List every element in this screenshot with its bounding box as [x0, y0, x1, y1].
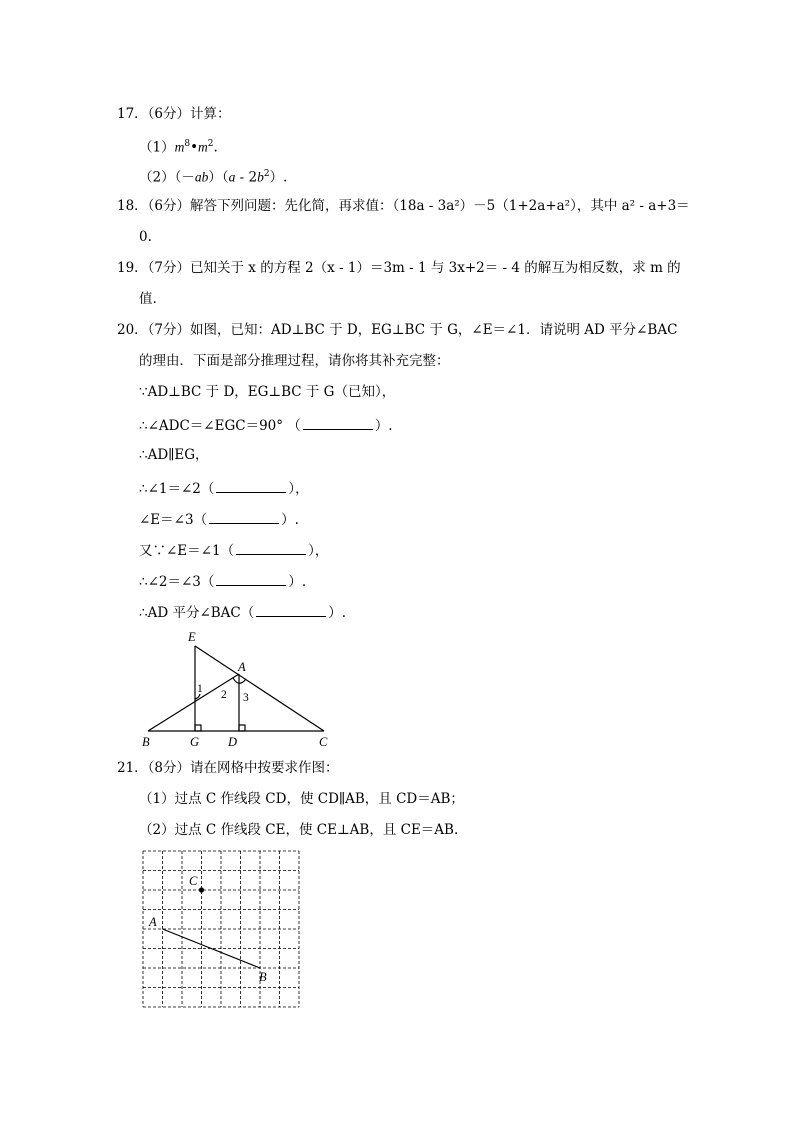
label-G: G — [190, 735, 200, 749]
q20-step-3: ∴AD∥EG， — [139, 447, 209, 463]
q19-line-1: 19．（7分）已知关于 x 的方程 2（x - 1）＝3m - 1 与 3x+2＝ - 4 的解互为相反数，求 m 的 — [117, 260, 681, 276]
label-A: A — [238, 660, 246, 674]
label-B: B — [259, 970, 267, 984]
q17-part-1: $(1)m^8•m^2$. — [139, 139, 218, 156]
q20-line-1: 20．（7分）如图，已知：AD⊥BC 于 D，EG⊥BC 于 G，∠E＝∠1．请说明 AD 平分∠BAC — [117, 322, 678, 338]
segment-EC — [195, 646, 324, 731]
label-B: B — [142, 735, 150, 749]
q20-step-8: ∴AD 平分∠BAC（ ）. — [139, 602, 346, 622]
q20-step-6: 又∵∠E＝∠1（ ）， — [139, 540, 328, 560]
answer-blank[interactable] — [303, 415, 373, 430]
answer-blank[interactable] — [236, 540, 306, 555]
label-A: A — [149, 915, 157, 929]
segment-BA — [148, 674, 239, 731]
label-E: E — [188, 630, 196, 644]
answer-blank[interactable] — [256, 602, 326, 617]
q17-part-2: $(2)(-ab)(a - 2b^2)$. — [139, 169, 288, 186]
grid-lines — [143, 851, 299, 1007]
q17-heading: 17．（6分）计算： — [117, 106, 231, 122]
q18-line-2: 0. — [139, 229, 152, 245]
q20-step-5: ∠E＝∠3（ ）. — [139, 509, 299, 529]
q20-step-7: ∴∠2＝∠3（ ）. — [139, 571, 306, 591]
q20-line-2: 的理由．下面是部分推理过程，请你将其补充完整： — [139, 353, 450, 369]
q19-line-2: 值. — [139, 291, 157, 307]
q20-step-4: ∴∠1＝∠2（ ）， — [139, 478, 309, 498]
label-C: C — [189, 874, 198, 888]
q20-triangle-figure — [138, 628, 338, 753]
label-angle-1: 1 — [197, 683, 203, 695]
q20-step-2: ∴∠ADC＝∠EGC＝90° （ ）. — [139, 415, 393, 435]
q21-part-2: （2）过点 C 作线段 CE，使 CE⊥AB，且 CE＝AB. — [139, 822, 459, 838]
q21-part-1: （1）过点 C 作线段 CD，使 CD∥AB，且 CD＝AB； — [139, 791, 464, 807]
q21-grid[interactable] — [141, 849, 303, 1011]
label-angle-2: 2 — [221, 689, 227, 701]
answer-blank[interactable] — [216, 571, 286, 586]
label-C: C — [319, 735, 328, 749]
q18-line-1: 18．（6分）解答下列问题：先化简，再求值：（18a - 3a²）－5（1+2a+a²），其中 a² - a+3＝ — [117, 198, 690, 214]
label-D: D — [228, 735, 238, 749]
answer-blank[interactable] — [216, 478, 286, 493]
q21-heading: 21．（8分）请在网格中按要求作图： — [117, 760, 339, 776]
point-C — [199, 887, 204, 892]
right-angle-mark-D — [239, 725, 245, 731]
right-angle-mark-G — [195, 725, 201, 731]
q20-step-1: ∵AD⊥BC 于 D，EG⊥BC 于 G（已知）， — [139, 384, 396, 400]
label-angle-3: 3 — [243, 692, 249, 704]
answer-blank[interactable] — [209, 509, 279, 524]
